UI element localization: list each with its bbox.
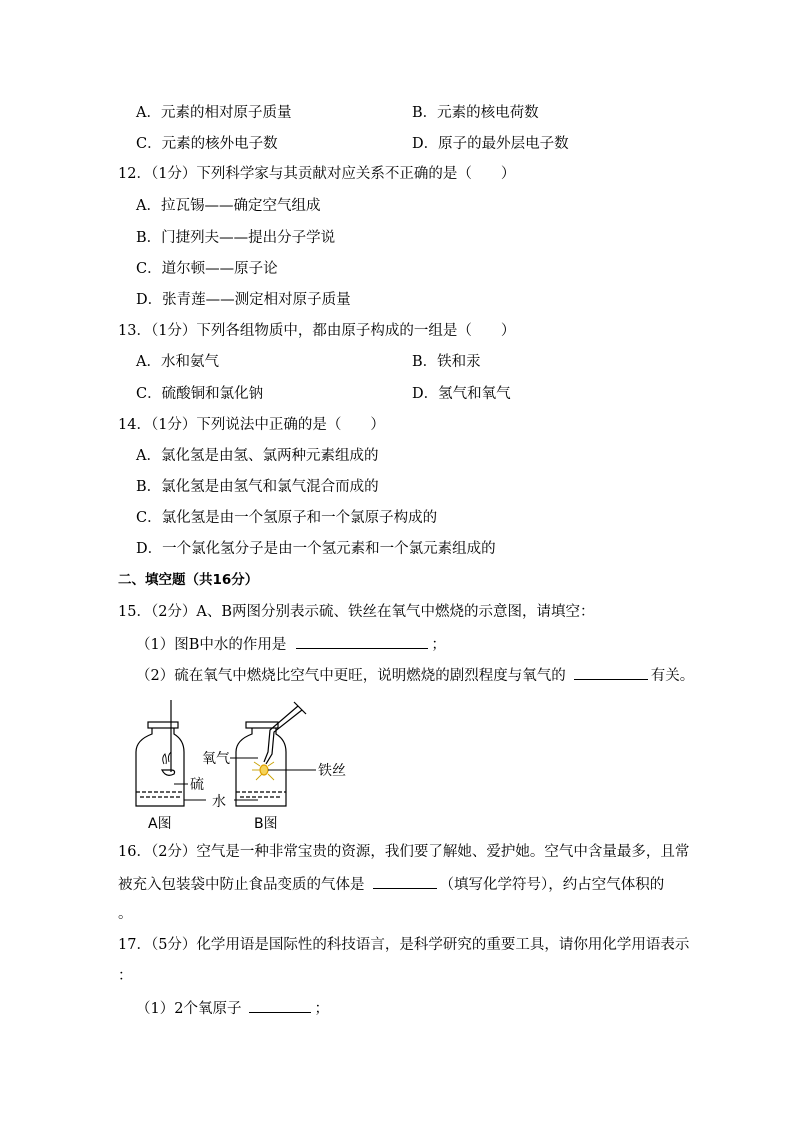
q12-option-a: A．拉瓦锡——确定空气组成 [136,198,321,214]
q13-stem: 13．（1分）下列各组物质中，都由原子构成的一组是（ ） [118,323,516,339]
q14-option-b: B．氯化氢是由氢气和氯气混合而成的 [136,479,379,495]
q12-option-b: B．门捷列夫——提出分子学说 [136,230,336,246]
q15-sub2-text: （2）硫在氧气中燃烧比空气中更旺，说明燃烧的剧烈程度与氧气的 [136,668,566,684]
q13-option-d: D．氢气和氧气 [412,386,511,402]
jar-b [236,702,306,806]
q16-line1: 16．（2分）空气是一种非常宝贵的资源，我们要了解她、爱护她。空气中含量最多，且常 [118,844,690,860]
q15-stem: 15．（2分）A、B两图分别表示硫、铁丝在氧气中燃烧的示意图，请填空： [118,604,595,620]
jar-a [136,700,184,806]
q14-option-a: A．氯化氢是由氢、氯两种元素组成的 [136,448,379,464]
q12-stem: 12．（1分）下列科学家与其贡献对应关系不正确的是（ ） [118,166,516,182]
q17-sub1-text: （1）2个氧原子 [136,1001,242,1017]
combustion-figure [128,700,368,838]
q11-option-a: A．元素的相对原子质量 [136,105,292,121]
q15-sub1-text: （1）图B中水的作用是 [136,637,287,653]
iron-wire [264,706,298,762]
q15-sub2-blank[interactable] [574,665,648,680]
caption-b: B图 [254,816,278,832]
q13-option-a: A．水和氨气 [136,354,219,370]
label-sulfur: 硫 [190,777,204,793]
q16-line3: 。 [118,906,133,922]
q15-sub1-end: ； [431,637,446,653]
q16-blank[interactable] [373,874,437,889]
q14-option-d: D．一个氯化氢分子是由一个氢元素和一个氯元素组成的 [136,541,496,557]
q15-sub1 [136,634,446,654]
q17-line1: 17．（5分）化学用语是国际性的科技语言，是科学研究的重要工具，请你用化学用语表示 [118,937,690,953]
q16-line2-text: 被充入包装袋中防止食品变质的气体是 [118,877,365,893]
q11-option-b: B．元素的核电荷数 [412,105,539,121]
q12-option-d: D．张青莲——测定相对原子质量 [136,292,351,308]
label-water: 水 [212,794,226,810]
caption-a: A图 [148,816,172,832]
q13-option-c: C．硫酸铜和氯化钠 [136,386,264,402]
label-iron-wire: 铁丝 [318,763,346,779]
q17-sub1-blank[interactable] [249,998,311,1013]
q13-option-b: B．铁和汞 [412,354,481,370]
q14-option-c: C．氯化氢是由一个氢原子和一个氯原子构成的 [136,510,438,526]
q16-line2-end: （填写化学符号），约占空气体积的 [439,877,665,893]
q16-line2 [118,874,664,894]
q14-stem: 14．（1分）下列说法中正确的是（ ） [118,417,385,433]
q17-line2: ： [118,968,133,984]
q15-sub1-blank[interactable] [296,634,428,649]
q12-option-c: C．道尔顿——原子论 [136,261,278,277]
section-heading: 二、填空题（共16分） [118,572,259,588]
q17-sub1-end: ； [314,1001,329,1017]
q15-sub2 [136,665,694,685]
q11-option-c: C．元素的核外电子数 [136,136,278,152]
q15-sub2-end: 有关。 [650,668,695,684]
label-oxygen: 氧气 [202,751,230,767]
q17-sub1 [136,998,329,1018]
q11-option-d: D．原子的最外层电子数 [412,136,569,152]
